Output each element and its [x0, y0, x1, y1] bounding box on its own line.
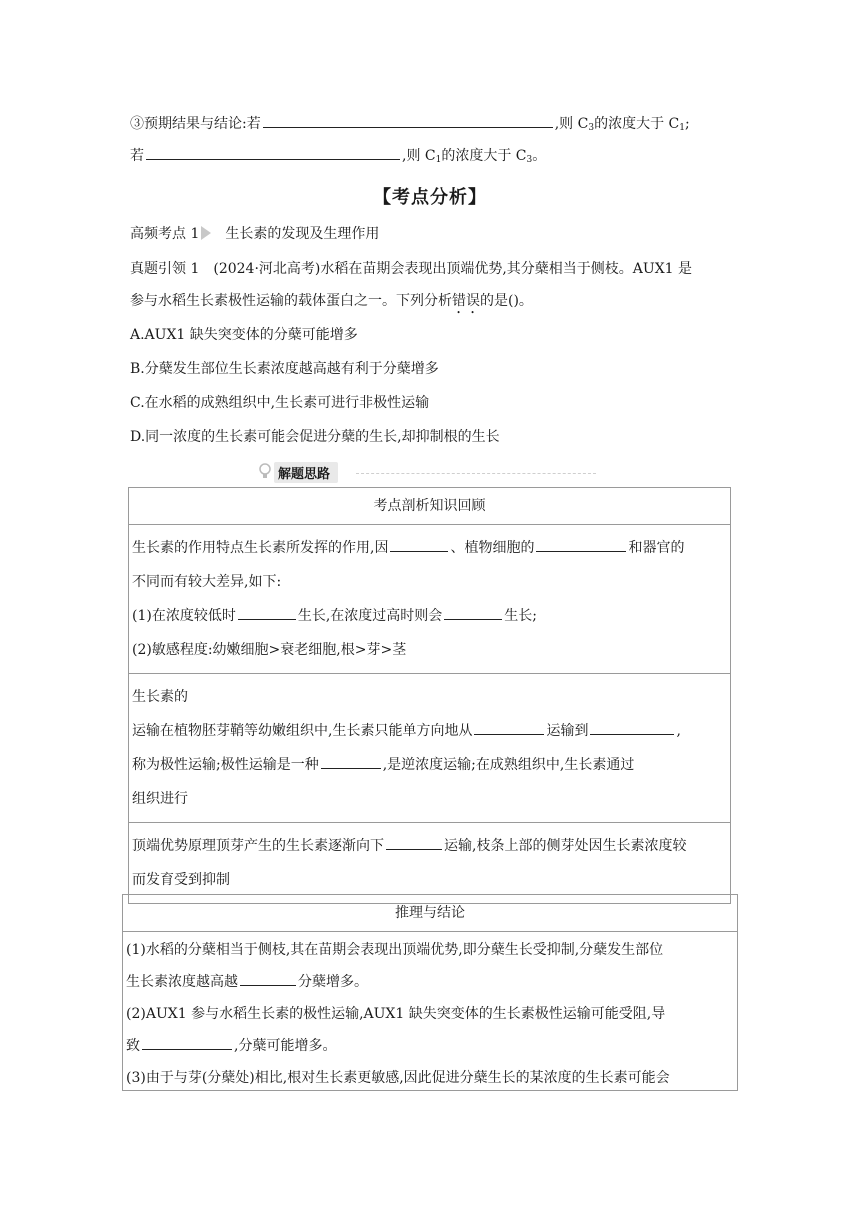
cell-text: ,是逆浓度运输;在成熟组织中,生长素通过 — [382, 757, 635, 773]
answer-blank[interactable] — [444, 605, 502, 620]
cell-text: 运输在植物胚芽鞘等幼嫩组织中,生长素只能单方向地从 — [132, 723, 473, 739]
option-a[interactable]: A.AUX1 缺失突变体的分蘖可能增多 — [130, 327, 358, 343]
cell-text: 和器官的 — [628, 540, 685, 556]
subscript: 3 — [526, 155, 533, 165]
answer-blank[interactable] — [390, 537, 448, 552]
prediction-text: 的浓度大于 C — [441, 148, 527, 164]
option-d[interactable]: D.同一浓度的生长素可能会促进分蘖的生长,却抑制根的生长 — [130, 429, 500, 445]
answer-blank[interactable] — [263, 113, 553, 128]
cell-text: 生长素浓度越高越 — [126, 974, 238, 990]
prediction-text: ; — [684, 116, 690, 132]
cell-text: (1)水稻的分蘖相当于侧枝,其在苗期会表现出顶端优势,即分蘖生长受抑制,分蘖发生部位 — [126, 942, 664, 958]
solution-badge — [256, 460, 606, 482]
lightbulb-icon — [258, 462, 272, 480]
answer-blank[interactable] — [474, 720, 544, 735]
cell-text: 而发育受到抑制 — [132, 872, 230, 888]
topic-name: 生长素的发现及生理作用 — [225, 226, 380, 242]
topic-label: 高频考点 1 — [130, 226, 200, 242]
reasoning-content — [123, 932, 738, 1091]
cell-text: 致 — [126, 1038, 140, 1054]
answer-blank[interactable] — [536, 537, 626, 552]
cell-text: (3)由于与芽(分蘖处)相比,根对生长素更敏感,因此促进分蘖生长的某浓度的生长素可能会 — [126, 1070, 670, 1086]
prediction-text: ③预期结果与结论:若 — [130, 116, 261, 132]
prediction-text: ,则 C — [402, 148, 436, 164]
prediction-text: 。 — [532, 148, 547, 164]
cell-text: 生长; — [504, 608, 538, 624]
prediction-text: 若 — [130, 148, 144, 164]
badge-divider — [356, 473, 596, 474]
cell-text: 、植物细胞的 — [450, 540, 535, 556]
section-title: 【考点分析】 — [373, 187, 487, 208]
knowledge-row-auxin-transport — [129, 674, 731, 823]
topic-line — [130, 224, 379, 244]
cell-text: (2)敏感程度:幼嫩细胞>衰老细胞,根>芽>茎 — [132, 642, 407, 658]
cell-text: (2)AUX1 参与水稻生长素的极性运输,AUX1 缺失突变体的生长素极性运输可能受阻,导 — [126, 1006, 666, 1022]
question-line-2 — [130, 291, 533, 317]
prediction-text: ,则 C — [554, 116, 589, 132]
question-text: 参与水稻生长素极性运输的载体蛋白之一。下列分析 — [130, 293, 452, 309]
cell-text: 生长素的作用特点生长素所发挥的作用,因 — [132, 540, 389, 556]
cell-text: 生长素的 — [132, 689, 188, 705]
cell-text: 顶端优势原理顶芽产生的生长素逐渐向下 — [132, 838, 384, 854]
reasoning-table — [122, 894, 738, 1091]
subscript: 1 — [435, 155, 442, 165]
knowledge-table-header: 考点剖析知识回顾 — [129, 488, 731, 525]
subscript: 3 — [588, 123, 595, 133]
answer-blank[interactable] — [321, 754, 381, 769]
emphasis-text: 错误 — [452, 293, 480, 309]
cell-text: , — [676, 723, 681, 739]
answer-blank[interactable] — [590, 720, 674, 735]
knowledge-table — [128, 487, 731, 904]
question-text: 的是()。 — [480, 293, 533, 309]
cell-text: 运输到 — [546, 723, 589, 739]
cell-text: 不同而有较大差异,如下: — [132, 574, 282, 590]
prediction-line-2 — [130, 145, 546, 170]
reasoning-table-header: 推理与结论 — [123, 895, 738, 932]
cell-text: 运输,枝条上部的侧芽处因生长素浓度较 — [444, 838, 687, 854]
answer-blank[interactable] — [238, 605, 296, 620]
prediction-text: 的浓度大于 C — [594, 116, 680, 132]
badge-label: 解题思路 — [274, 462, 338, 483]
option-b[interactable]: B.分蘖发生部位生长素浓度越高越有利于分蘖增多 — [130, 361, 439, 377]
cell-text: 称为极性运输;极性运输是一种 — [132, 757, 319, 773]
cell-text: 分蘖增多。 — [298, 974, 368, 990]
arrow-right-icon — [201, 226, 211, 240]
prediction-line-1 — [130, 113, 690, 138]
question-line-1: 真题引领 1 (2024·河北高考)水稻在苗期会表现出顶端优势,其分蘖相当于侧枝。AUX1 是 — [130, 261, 693, 277]
cell-text: 组织进行 — [132, 791, 188, 807]
answer-blank[interactable] — [146, 145, 400, 160]
answer-blank[interactable] — [240, 971, 296, 986]
option-c[interactable]: C.在水稻的成熟组织中,生长素可进行非极性运输 — [130, 395, 430, 411]
knowledge-row-auxin-effect — [129, 525, 731, 674]
cell-text: (1)在浓度较低时 — [132, 608, 236, 624]
subscript: 1 — [679, 123, 685, 133]
answer-blank[interactable] — [386, 835, 442, 850]
cell-text: 生长,在浓度过高时则会 — [297, 608, 443, 624]
cell-text: ,分蘖可能增多。 — [234, 1038, 337, 1054]
knowledge-row-apical-dominance — [129, 823, 731, 904]
answer-blank[interactable] — [142, 1035, 232, 1050]
